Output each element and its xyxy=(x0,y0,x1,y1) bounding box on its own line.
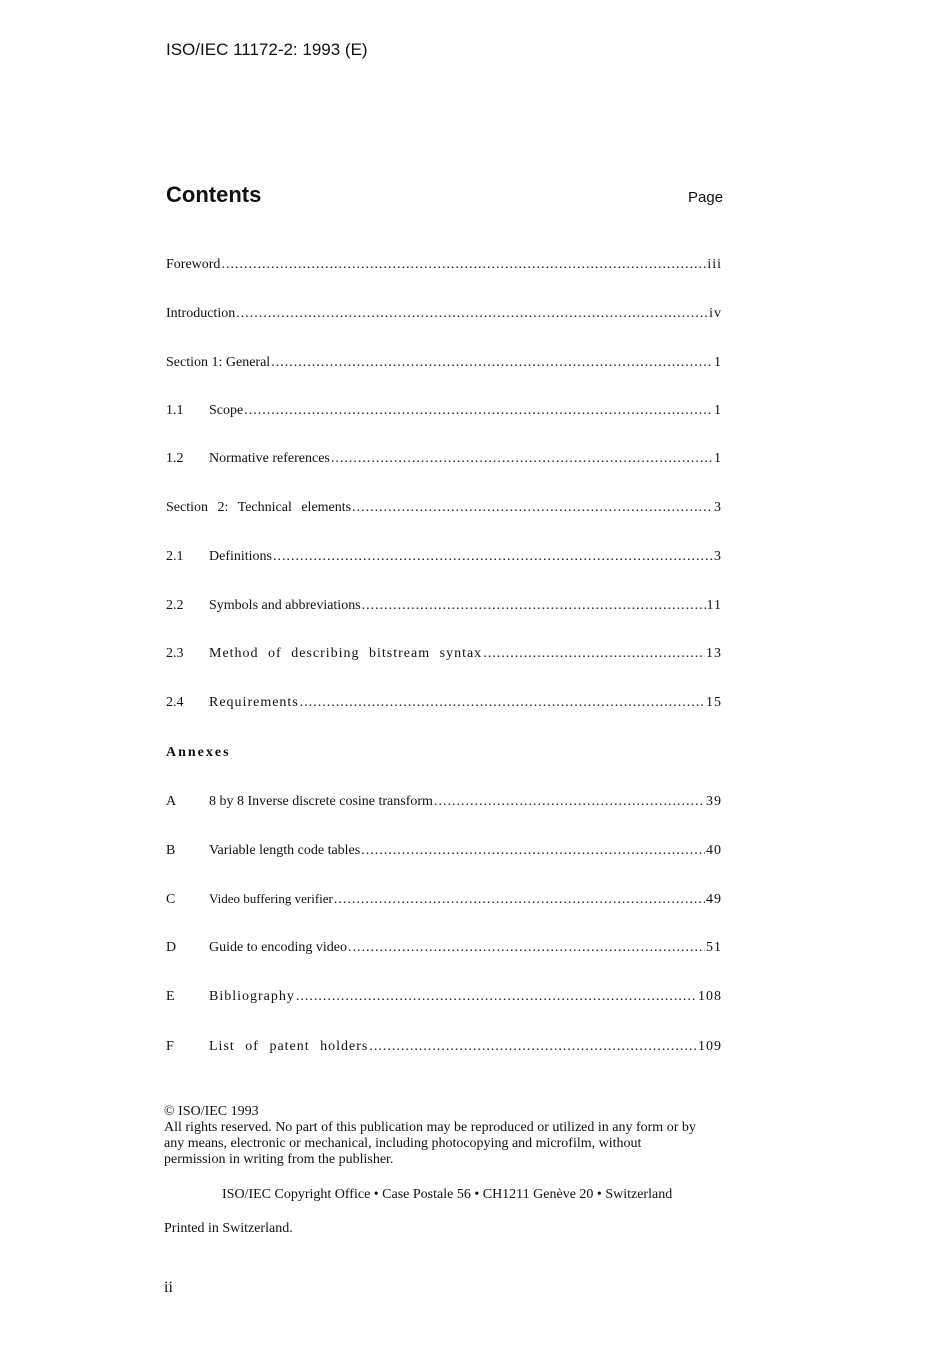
leader-dots xyxy=(362,598,706,614)
toc-entry-title: Method of describing bitstream syntax xyxy=(209,646,483,661)
toc-entry-introduction[interactable] xyxy=(166,306,722,326)
toc-entry-page: 15 xyxy=(706,695,722,710)
annex-page: 51 xyxy=(706,940,722,955)
toc-entry-number: 2.1 xyxy=(166,549,184,564)
leader-dots xyxy=(369,1039,697,1055)
copyright-line: All rights reserved. No part of this publication may be reproduced or utilized in any form or by xyxy=(164,1120,696,1135)
leader-dots xyxy=(434,794,705,810)
annex-title: 8 by 8 Inverse discrete cosine transform xyxy=(209,794,433,809)
leader-dots xyxy=(334,892,705,908)
annex-title: Bibliography xyxy=(209,989,295,1004)
annex-entry-e[interactable] xyxy=(166,989,722,1009)
annex-letter: C xyxy=(166,892,176,907)
printed-in: Printed in Switzerland. xyxy=(164,1221,293,1236)
annex-letter: A xyxy=(166,794,177,809)
leader-dots xyxy=(331,451,713,467)
page-title: Contents xyxy=(166,182,262,207)
toc-entry-2-1[interactable] xyxy=(166,549,722,569)
leader-dots xyxy=(236,306,708,322)
leader-dots xyxy=(300,695,705,711)
toc-entry-title: Definitions xyxy=(209,549,272,564)
toc-entry-page: 1 xyxy=(714,355,722,370)
toc-entry-title: Section 1: General xyxy=(166,355,271,370)
copyright-line: © ISO/IEC 1993 xyxy=(164,1104,259,1119)
leader-dots xyxy=(296,989,697,1005)
toc-entry-title: Introduction xyxy=(166,306,236,321)
toc-entry-title: Symbols and abbreviations xyxy=(209,598,361,613)
annex-entry-a[interactable] xyxy=(166,794,722,814)
annex-title: Variable length code tables xyxy=(209,843,361,858)
leader-dots xyxy=(348,940,705,956)
leader-dots xyxy=(271,355,713,371)
copyright-notice xyxy=(164,1104,764,1168)
toc-entry-title: Scope xyxy=(209,403,244,418)
toc-entry-title: Section 2: Technical elements xyxy=(166,500,352,515)
copyright-line: any means, electronic or mechanical, including photocopying and microfilm, without xyxy=(164,1136,642,1151)
toc-entry-title: Foreword xyxy=(166,257,221,272)
copyright-line: permission in writing from the publisher. xyxy=(164,1152,394,1167)
toc-entry-title: Requirements xyxy=(209,695,299,710)
annex-entry-c[interactable] xyxy=(166,891,722,911)
annex-title: Guide to encoding video xyxy=(209,940,348,955)
toc-entry-page: iii xyxy=(707,257,722,272)
annex-page: 109 xyxy=(698,1039,722,1054)
annex-letter: B xyxy=(166,843,176,858)
annex-entry-f[interactable] xyxy=(166,1039,722,1059)
toc-entry-number: 1.2 xyxy=(166,451,184,466)
annex-title: List of patent holders xyxy=(209,1039,369,1054)
toc-entry-page: 1 xyxy=(714,451,722,466)
toc-entry-page: 11 xyxy=(706,598,722,613)
leader-dots xyxy=(273,549,713,565)
annex-page: 49 xyxy=(706,892,722,907)
toc-entry-number: 1.1 xyxy=(166,403,184,418)
leader-dots xyxy=(244,403,713,419)
annex-letter: E xyxy=(166,989,175,1004)
leader-dots xyxy=(221,257,706,273)
leader-dots xyxy=(352,500,713,516)
toc-entry-number: 2.4 xyxy=(166,695,184,710)
toc-entry-number: 2.3 xyxy=(166,646,184,661)
toc-entry-1-2[interactable] xyxy=(166,451,722,471)
toc-entry-number: 2.2 xyxy=(166,598,184,613)
annex-page: 108 xyxy=(698,989,722,1004)
toc-entry-page: 1 xyxy=(714,403,722,418)
toc-entry-title: Normative references xyxy=(209,451,330,466)
toc-entry-2-2[interactable] xyxy=(166,598,722,618)
annex-letter: D xyxy=(166,940,177,955)
leader-dots xyxy=(483,646,705,662)
toc-entry-1-1[interactable] xyxy=(166,403,722,423)
annex-letter: F xyxy=(166,1039,174,1054)
toc-entry-page: iv xyxy=(709,306,722,321)
page-column-label: Page xyxy=(688,189,724,206)
annex-entry-d[interactable] xyxy=(166,940,722,960)
leader-dots xyxy=(361,843,705,859)
annex-title: Video buffering verifier xyxy=(209,891,333,906)
toc-entry-foreword[interactable] xyxy=(166,257,722,277)
toc-entry-page: 13 xyxy=(706,646,722,661)
toc-entry-2-3[interactable] xyxy=(166,646,722,666)
document-header: ISO/IEC 11172-2: 1993 (E) xyxy=(166,40,368,59)
annex-page: 40 xyxy=(706,843,722,858)
toc-entry-2-4[interactable] xyxy=(166,695,722,715)
copyright-office-address: ISO/IEC Copyright Office • Case Postale 56 • CH1211 Genève 20 • Switzerland xyxy=(222,1187,673,1202)
toc-entry-page: 3 xyxy=(714,549,722,564)
page-number: ii xyxy=(164,1279,173,1296)
annex-page: 39 xyxy=(706,794,722,809)
toc-entry-section-1[interactable] xyxy=(166,355,722,375)
annexes-heading: Annexes xyxy=(166,745,231,760)
toc-entry-section-2[interactable] xyxy=(166,500,722,520)
toc-entry-page: 3 xyxy=(714,500,722,515)
annex-entry-b[interactable] xyxy=(166,843,722,863)
